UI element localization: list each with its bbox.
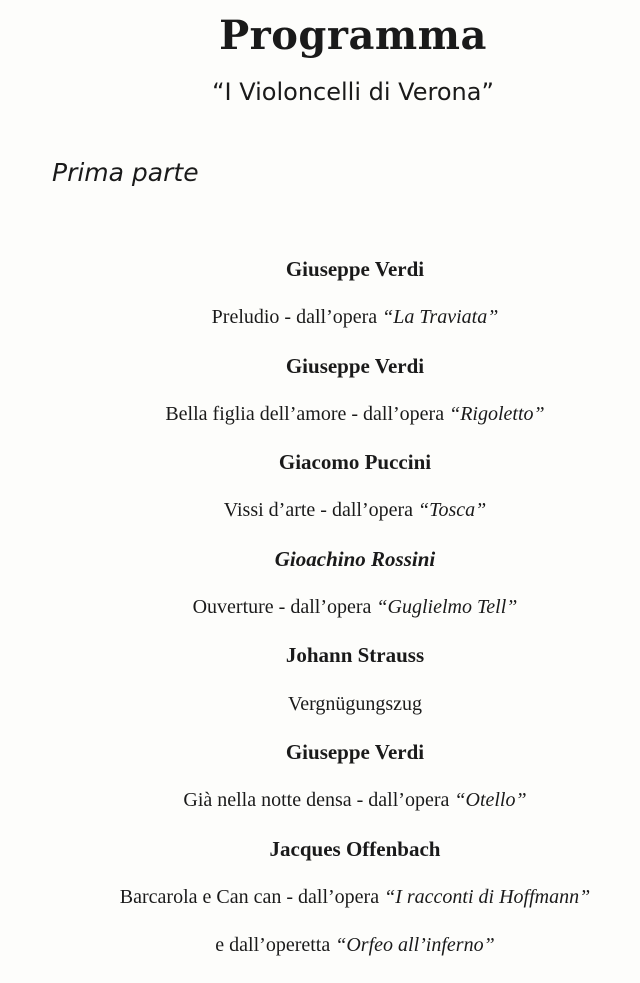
- opera-title: “Rigoletto”: [449, 402, 545, 425]
- opera-title: “I racconti di Hoffmann”: [384, 885, 591, 908]
- composer-name: Giuseppe Verdi: [285, 739, 425, 764]
- piece-title: Vissi d’arte - dall’opera: [223, 499, 419, 522]
- section-heading: Prima parte: [52, 158, 199, 187]
- opera-title: “Tosca”: [418, 499, 487, 522]
- page-subtitle: “I Violoncelli di Verona”: [212, 78, 494, 106]
- program-list: [0, 252, 640, 976]
- opera-title: “La Traviata”: [382, 306, 499, 329]
- composer-name: Jacques Offenbach: [269, 836, 441, 861]
- opera-title: “Otello”: [454, 789, 527, 812]
- opera-title: “Guglielmo Tell”: [376, 596, 518, 619]
- piece-line: [70, 687, 640, 735]
- closing-line: [70, 928, 640, 976]
- piece-title: Preludio - dall’opera: [211, 306, 383, 329]
- piece-title: Ouverture - dall’opera: [192, 596, 377, 619]
- closing-text: e dall’operetta: [215, 934, 336, 957]
- composer-name: Gioachino Rossini: [274, 546, 436, 571]
- piece-title: Già nella notte densa - dall’opera: [183, 789, 455, 812]
- piece-line: [70, 880, 640, 928]
- composer-name: Johann Strauss: [285, 643, 425, 668]
- piece-line: [70, 397, 640, 445]
- operetta-title: “Orfeo all’inferno”: [335, 934, 495, 957]
- piece-line: [70, 300, 640, 348]
- composer-name: Giacomo Puccini: [278, 450, 432, 475]
- piece-title: Barcarola e Can can - dall’opera: [119, 885, 385, 908]
- piece-line: [70, 590, 640, 638]
- piece-title: Vergnügungszug: [287, 692, 423, 715]
- composer-name: Giuseppe Verdi: [285, 257, 425, 281]
- piece-line: [70, 783, 640, 831]
- composer-name: Giuseppe Verdi: [285, 353, 425, 378]
- piece-title: Bella figlia dell’amore - dall’opera: [165, 402, 450, 425]
- piece-line: [70, 493, 640, 541]
- page-title: Programma: [219, 12, 487, 59]
